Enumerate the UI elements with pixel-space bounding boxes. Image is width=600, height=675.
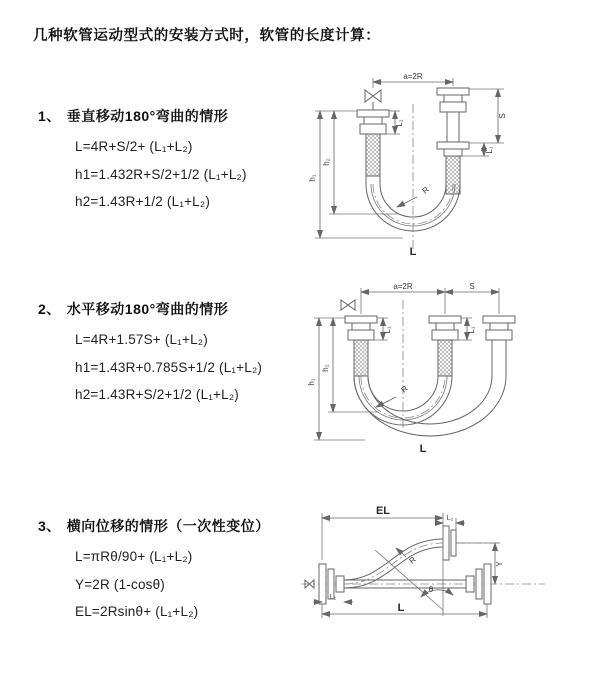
section-lateral-displacement bbox=[38, 516, 270, 626]
formula-h1: h1=1.43R+0.785S+1/2 (L₁+L₂) bbox=[75, 359, 263, 375]
section-2-formulas bbox=[75, 326, 262, 409]
diagram-horizontal-180-bend bbox=[303, 280, 538, 455]
section-1-number: 1、 bbox=[38, 108, 61, 124]
dim-label-l1: L₁ bbox=[485, 146, 494, 154]
dim-label-l2: L₂ bbox=[446, 515, 454, 522]
dim-label-l: L bbox=[419, 443, 427, 455]
angle-label-theta: θ bbox=[428, 585, 434, 594]
dim-label-a2r: a=2R bbox=[403, 72, 423, 81]
dim-label-l: L bbox=[409, 246, 417, 258]
radius-label-r: R bbox=[420, 184, 431, 196]
section-3-formulas bbox=[75, 543, 270, 626]
flange-fitting bbox=[484, 564, 491, 604]
radius-label-r: R bbox=[399, 383, 410, 395]
radius-leader-line bbox=[397, 197, 417, 207]
section-3-heading bbox=[38, 516, 270, 536]
dim-label-l: L bbox=[397, 602, 405, 614]
section-1-heading-text: 垂直移动180°弯曲的情形 bbox=[66, 108, 229, 124]
flange-fitting bbox=[437, 142, 469, 149]
braided-hose-section bbox=[438, 340, 452, 376]
formula-length: L=4R+1.57S+ (L₁+L₂) bbox=[75, 332, 208, 347]
formula-length: L=πRθ/90+ (L₁+L₂) bbox=[75, 549, 193, 564]
page-title: 几种软管运动型式的安装方式时，软管的长度计算： bbox=[33, 28, 381, 44]
dim-label-y: Y bbox=[495, 561, 504, 567]
dim-label-l1: L₁ bbox=[383, 326, 392, 334]
section-2-heading-text: 水平移动180°弯曲的情形 bbox=[66, 301, 229, 317]
valve-icon bbox=[365, 90, 381, 102]
dim-label-l1: L₁ bbox=[329, 594, 337, 601]
valve-icon bbox=[341, 300, 355, 310]
dim-label-l1: L₁ bbox=[395, 119, 404, 127]
section-horizontal-180 bbox=[38, 299, 262, 409]
flange-fitting-upper bbox=[443, 526, 449, 560]
section-3-heading-text: 横向位移的情形（一次性变位） bbox=[66, 518, 270, 534]
dim-label-h1: h₁ bbox=[308, 174, 317, 182]
flange-fitting bbox=[357, 110, 389, 117]
dim-label-h2: h₂ bbox=[321, 364, 330, 372]
radius-label-r: R bbox=[407, 554, 418, 566]
section-1-formulas bbox=[75, 133, 247, 216]
hose-outer-wall-moved bbox=[354, 376, 506, 436]
diagram-lateral-displacement bbox=[293, 498, 553, 648]
flange-fitting bbox=[319, 564, 326, 604]
section-2-number: 2、 bbox=[38, 301, 61, 317]
braided-hose-section bbox=[366, 134, 380, 176]
dim-label-s: S bbox=[469, 282, 475, 291]
braided-hose-section bbox=[354, 340, 368, 376]
formula-y: Y=2R (1-cosθ) bbox=[75, 576, 166, 592]
dim-label-l1: L₁ bbox=[467, 326, 476, 334]
section-3-number: 3、 bbox=[38, 518, 61, 534]
section-vertical-180 bbox=[38, 106, 247, 216]
dim-label-el: EL bbox=[375, 505, 391, 517]
flange-fitting bbox=[429, 316, 461, 323]
section-2-heading bbox=[38, 299, 262, 319]
diagram-vertical-180-bend bbox=[303, 66, 528, 258]
formula-el: EL=2Rsinθ+ (L₁+L₂) bbox=[75, 604, 199, 619]
flange-fitting bbox=[345, 316, 377, 323]
hose-curved-wall bbox=[344, 539, 443, 580]
formula-h2: h2=1.43R+1/2 (L₁+L₂) bbox=[75, 194, 211, 209]
formula-h1: h1=1.432R+S/2+1/2 (L₁+L₂) bbox=[75, 166, 247, 182]
flange-fitting bbox=[483, 316, 515, 323]
dim-label-h2: h₂ bbox=[322, 158, 331, 166]
theta-angle-arc bbox=[421, 590, 453, 597]
formula-h2: h2=1.43R+S/2+1/2 (L₁+L₂) bbox=[75, 387, 239, 402]
formula-length: L=4R+S/2+ (L₁+L₂) bbox=[75, 139, 193, 154]
flange-fitting bbox=[437, 88, 469, 95]
dim-label-h1: h₁ bbox=[307, 378, 316, 386]
dim-label-s: S bbox=[498, 113, 507, 119]
dim-label-a2r: a=2R bbox=[393, 282, 413, 291]
section-1-heading bbox=[38, 106, 247, 126]
